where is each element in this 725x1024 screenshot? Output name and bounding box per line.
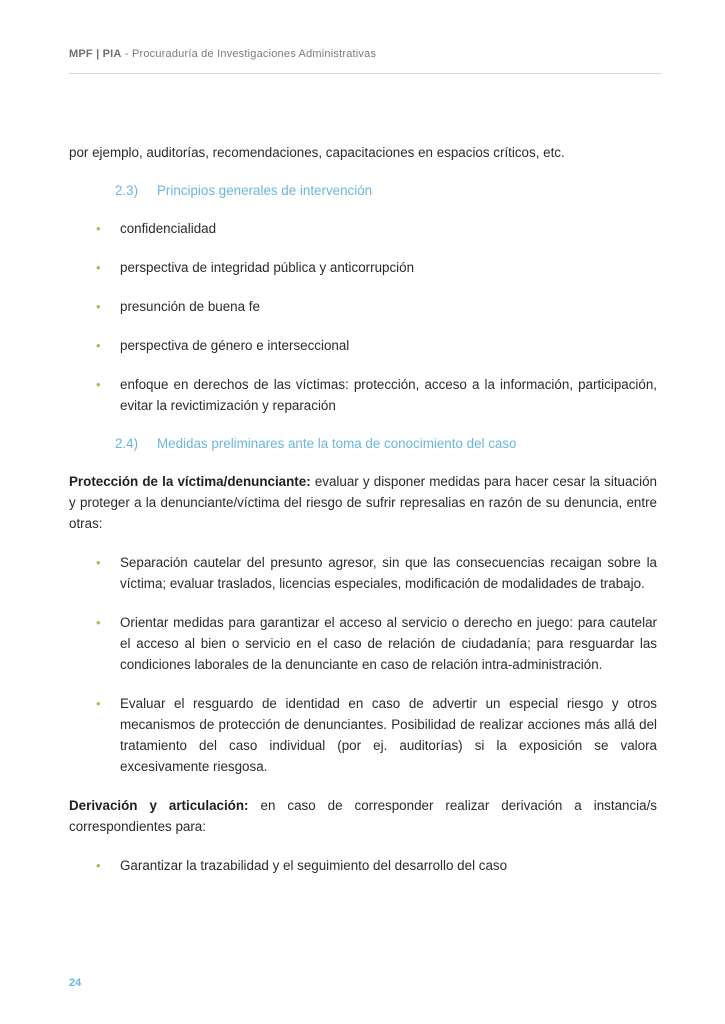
section-heading-2-4 xyxy=(115,433,657,454)
section-title: Principios generales de intervención xyxy=(157,183,373,198)
bullet-icon: • xyxy=(96,615,101,630)
bullet-icon: • xyxy=(96,338,101,353)
proteccion-paragraph xyxy=(69,471,657,534)
proteccion-label: Protección de la víctima/denunciante: xyxy=(69,474,311,489)
bullet-icon: • xyxy=(96,377,101,392)
page-header xyxy=(69,48,376,60)
list-item: • Orientar medidas para garantizar el acceso al servicio o derecho en juego: para cautelar el acceso al bien o servicio en el caso de relación de ciudadanía; para resguardar las condiciones laborales de la denunciante en caso de relación intra-administración. xyxy=(69,612,657,675)
bullet-icon: • xyxy=(96,221,101,236)
derivacion-list xyxy=(69,855,657,876)
bullet-icon: • xyxy=(96,299,101,314)
section-number: 2.4) xyxy=(115,436,139,451)
section-heading-2-3 xyxy=(115,180,657,201)
header-separator: - xyxy=(121,48,132,60)
list-item: • Evaluar el resguardo de identidad en caso de advertir un especial riesgo y otros mecanismos de protección de denunciantes. Posibilidad de realizar acciones más allá del tratamiento del caso individual (por ej. auditorías) si la exposición se valora excesivamente riesgosa. xyxy=(69,693,657,777)
list-item: • confidencialidad xyxy=(69,218,657,239)
page-number: 24 xyxy=(69,977,82,989)
derivacion-label: Derivación y articulación: xyxy=(69,798,249,813)
section-number: 2.3) xyxy=(115,183,139,198)
derivacion-paragraph xyxy=(69,795,657,837)
list-item: • presunción de buena fe xyxy=(69,296,657,317)
derivacion-text: en caso de corresponder realizar derivación a instancia/s correspondientes para: xyxy=(69,798,658,834)
header-divider xyxy=(69,73,661,74)
bullet-icon: • xyxy=(96,555,101,570)
list-item: • perspectiva de integridad pública y anticorrupción xyxy=(69,257,657,278)
list-item: • enfoque en derechos de las víctimas: protección, acceso a la información, participación, evitar la revictimización y reparación xyxy=(69,374,657,416)
principles-list xyxy=(69,218,657,416)
proteccion-text: evaluar y disponer medidas para hacer cesar la situación y proteger a la denunciante/víctima del riesgo de sufrir represalias en razón de su denuncia, entre otras: xyxy=(69,474,657,531)
bullet-icon: • xyxy=(96,260,101,275)
document-body xyxy=(69,142,657,876)
list-item: • Separación cautelar del presunto agresor, sin que las consecuencias recaigan sobre la víctima; evaluar traslados, licencias especiales, modificación de modalidades de trabajo. xyxy=(69,552,657,594)
header-subtitle: Procuraduría de Investigaciones Administrativas xyxy=(131,48,377,60)
list-item: • perspectiva de género e interseccional xyxy=(69,335,657,356)
intro-paragraph: por ejemplo, auditorías, recomendaciones, capacitaciones en espacios críticos, etc. xyxy=(69,145,565,160)
header-brand: MPF | PIA xyxy=(69,48,122,60)
bullet-icon: • xyxy=(96,696,101,711)
section-title: Medidas preliminares ante la toma de conocimiento del caso xyxy=(157,436,517,451)
list-item: • Garantizar la trazabilidad y el seguimiento del desarrollo del caso xyxy=(69,855,657,876)
bullet-icon: • xyxy=(96,858,101,873)
proteccion-list xyxy=(69,552,657,777)
